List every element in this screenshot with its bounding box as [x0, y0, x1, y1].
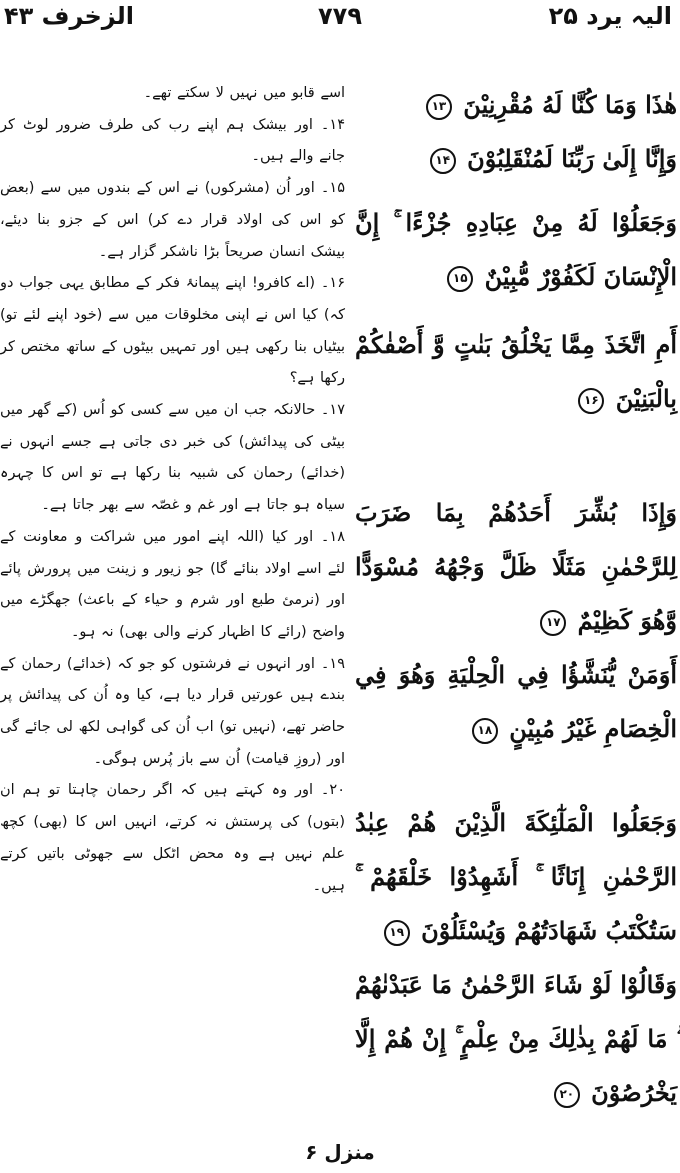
ayah-text: وَجَعَلُوْا لَهُ مِنْ عِبَادِهِ جُزْءًا ۚ إِنَّ الْإِنْسَانَ لَكَفُوْرٌ مُّبِيْنٌ [355, 208, 677, 291]
translation-column [0, 78, 345, 902]
ayah-text: أَوَمَنْ يُّنَشَّؤُا فِي الْحِلْيَةِ وَهُوَ فِي الْخِصَامِ غَيْرُ مُبِيْنٍ [355, 660, 677, 743]
ayah-number: ۱۵ [447, 266, 473, 292]
ayah-number: ۱۴ [430, 148, 456, 174]
translation-paragraph: ۱۴۔ اور بیشک ہم اپنے رب کی طرف ضرور لوٹ کر جانے والے ہیں۔ [0, 116, 345, 165]
translation-paragraph: ۱۶۔ (اے کافرو! اپنے پیمانۂ فکر کے مطابق یہی جواب دو کہ) کیا اس نے اپنی مخلوقات میں سے (خود اپنے لئے تو) بیٹیاں بنا رکھی ہیں اور تمہیں بیٹوں کے ساتھ مختص کر رکھا ہے؟ [0, 275, 345, 387]
ayah-text: وَجَعَلُوا الْمَلٰٓئِكَةَ الَّذِيْنَ هُمْ عِبٰدُ الرَّحْمٰنِ إِنَاثًا ۚ أَشَهِدُوْا خَلْقَهُمْ ۚ سَتُكْتَبُ شَهَادَتُهُمْ وَيُسْئَلُوْنَ [355, 808, 677, 945]
ayah-number: ۲۰ [554, 1082, 580, 1108]
ayah-text: وَإِنَّا إِلَىٰ رَبِّنَا لَمُنْقَلِبُوْنَ [467, 144, 677, 173]
translation-paragraph: اسے قابو میں نہیں لا سکتے تھے۔ [143, 85, 345, 101]
ayah-text: وَقَالُوْا لَوْ شَاءَ الرَّحْمٰنُ مَا عَبَدْنٰهُمْ ۗ مَا لَهُمْ بِذٰلِكَ مِنْ عِلْمٍ ۚ إِنْ هُمْ إِلَّا يَخْرُصُوْنَ [355, 970, 677, 1107]
ayah-text: أَمِ اتَّخَذَ مِمَّا يَخْلُقُ بَنٰتٍ وَّ أَصْفٰكُمْ بِالْبَنِيْنَ [355, 330, 677, 413]
ayah [355, 958, 677, 1120]
translation-paragraph: ۱۵۔ اور اُن (مشرکوں) نے اس کے بندوں میں سے (بعض کو اس کی اولاد قرار دے کر) اس کے جزو بنا دیئے، بیشک انسان صریحاً بڑا ناشکر گزار ہے۔ [0, 180, 345, 260]
juz-name: الیہ یرد ۲۵ [548, 2, 672, 30]
ayah-text: وَإِذَا بُشِّرَ أَحَدُهُمْ بِمَا ضَرَبَ لِلرَّحْمٰنِ مَثَلًا ظَلَّ وَجْهُهُ مُسْوَدًّا وَّهُوَ كَظِيْمٌ [355, 498, 677, 635]
translation-paragraph: ۱۷۔ حالانکہ جب ان میں سے کسی کو اُس (کے گھر میں بیٹی کی پیدائش) کی خبر دی جاتی ہے جسے انہوں نے (خدائے) رحمان کی شبیہ بنا رکھا ہے تو اس کا چہرہ سیاہ ہو جاتا ہے اور غم و غصّہ سے بھر جاتا ہے۔ [0, 402, 345, 514]
ayah-number: ۱۷ [540, 610, 566, 636]
translation-paragraph: ۲۰۔ اور وہ کہتے ہیں کہ اگر رحمان چاہتا تو ہم ان (بتوں) کی پرستش نہ کرتے، انہیں اس کا (بھی) کچھ علم نہیں ہے وہ محض اٹکل سے جھوٹی باتیں کرتے ہیں۔ [0, 782, 345, 894]
arabic-column [355, 78, 677, 1120]
ayah [355, 78, 677, 132]
ayah [355, 132, 677, 186]
ayah [355, 196, 677, 304]
ayah-number: ۱۹ [384, 920, 410, 946]
ayah [355, 318, 677, 426]
page-number: ۷۷۹ [318, 2, 362, 30]
manzil-footer: منزل ۶ [305, 1140, 375, 1164]
ayah-text: هٰذَا وَمَا كُنَّا لَهُ مُقْرِنِيْنَ [463, 90, 677, 119]
page-header [0, 0, 680, 40]
surah-name: الزخرف ۴۳ [4, 2, 134, 30]
ayah-number: ۱۳ [426, 94, 452, 120]
ayah-number: ۱۸ [472, 718, 498, 744]
translation-paragraph: ۱۹۔ اور انہوں نے فرشتوں کو جو کہ (خدائے) رحمان کے بندے ہیں عورتیں قرار دیا ہے، کیا وہ اُن کی پیدائش پر حاضر تھے، (نہیں تو) اب اُن کی گواہی لکھ لی جائے گی اور (روزِ قیامت) اُن سے باز پُرس ہوگی۔ [0, 655, 345, 767]
ayah-number: ۱۶ [578, 388, 604, 414]
ayah [355, 796, 677, 958]
ayah [355, 486, 677, 648]
translation-paragraph: ۱۸۔ اور کیا (اللہ اپنے امور میں شراکت و معاونت کے لئے اسے اولاد بنائے گا) جو زیور و زینت میں پرورش پائے اور (نرمئ طبع اور شرم و حیاء کے باعث) جھگڑے میں واضح (رائے کا اظہار کرنے والی بھی) نہ ہو۔ [0, 528, 345, 640]
ayah [355, 648, 677, 756]
